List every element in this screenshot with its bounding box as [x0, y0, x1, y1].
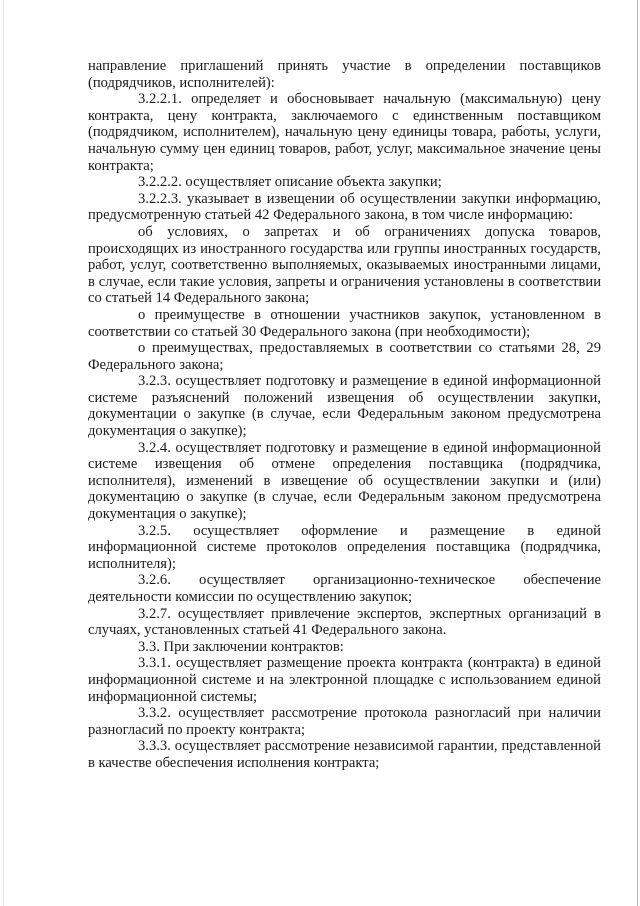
paragraph: 3.3.1. осуществляет размещение проекта контракта (контракта) в единой информационной системе и на электронной площадке с использованием единой информационной системы;	[88, 655, 601, 705]
paragraph: 3.2.6. осуществляет организационно-техническое обеспечение деятельности комиссии по осуществлению закупок;	[88, 572, 601, 605]
paragraph: 3.3.3. осуществляет рассмотрение независимой гарантии, представленной в качестве обеспечения исполнения контракта;	[88, 738, 601, 771]
paragraph: 3.3.2. осуществляет рассмотрение протокола разногласий при наличии разногласий по проекту контракта;	[88, 705, 601, 738]
scan-edge-left	[3, 0, 4, 906]
section-heading: 3.3. При заключении контрактов:	[138, 638, 344, 655]
paragraph: 3.2.4. осуществляет подготовку и размещение в единой информационной системе извещения об отмене определения поставщика (подрядчика, исполнителя), изменений в извещение об осуществлении закупки и (или) документацию о закупке (в случае, если Федеральным законом предусмотрена документация о закупке);	[88, 439, 601, 523]
paragraph: 3.2.7. осуществляет привлечение экспертов, экспертных организаций в случаях, установленных статьей 41 Федерального закона.	[88, 605, 601, 639]
paragraph: направление приглашений принять участие в определении поставщиков (подрядчиков, исполнителей):	[88, 58, 601, 91]
document-page	[88, 58, 601, 772]
paragraph: 3.2.2.2. осуществляет описание объекта закупки;	[138, 174, 442, 191]
scan-edge-right	[637, 0, 638, 906]
paragraph: 3.2.5. осуществляет оформление и размещение в единой информационной системе протоколов определения поставщика (подрядчика, исполнителя);	[88, 522, 601, 572]
paragraph: о преимуществе в отношении участников закупок, установленном в соответствии со статьей 30 Федерального закона (при необходимости);	[88, 306, 601, 340]
paragraph: 3.2.3. осуществляет подготовку и размещение в единой информационной системе разъяснений положений извещения об осуществлении закупки, документации о закупке (в случае, если Федеральным законом предусмотрена документация о закупке);	[88, 373, 601, 440]
paragraph: о преимуществах, предоставляемых в соответствии со статьями 28, 29 Федерального закона;	[88, 340, 601, 373]
paragraph: 3.2.2.3. указывает в извещении об осуществлении закупки информацию, предусмотренную статьей 42 Федерального закона, в том числе информацию:	[88, 190, 601, 224]
paragraph: об условиях, о запретах и об ограничениях допуска товаров, происходящих из иностранного государства или группы иностранных государств, работ, услуг, соответственно выполняемых, оказываемых иностранными лицами, в случае, если такие условия, запреты и ограничения установлены в соответствии со статьей 14 Федерального закона;	[88, 223, 601, 307]
paragraph: 3.2.2.1. определяет и обосновывает начальную (максимальную) цену контракта, цену контракта, заключаемого с единственным поставщиком (подрядчиком, исполнителем), начальную цену единицы товара, работы, услуги, начальную сумму цен единиц товаров, работ, услуг, максимальное значение цены контракта;	[88, 91, 601, 174]
